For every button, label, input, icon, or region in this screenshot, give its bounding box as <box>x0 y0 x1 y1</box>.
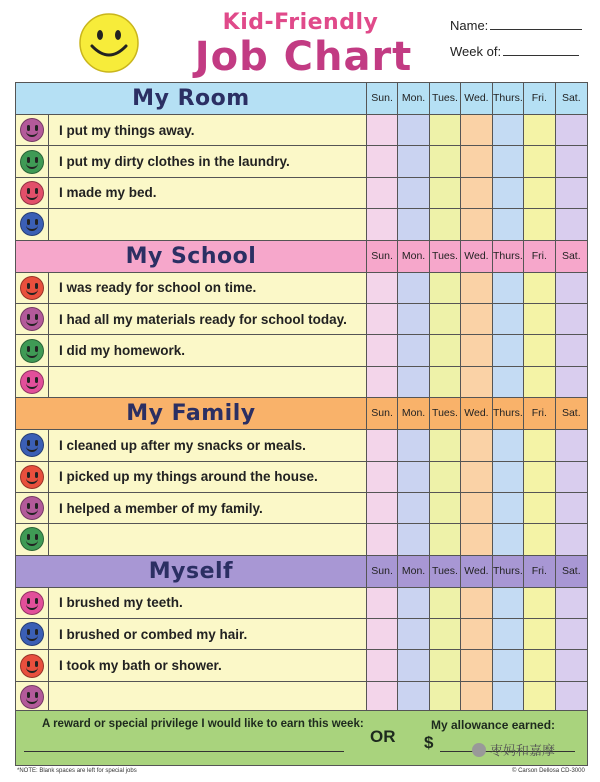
task-row <box>15 334 588 365</box>
day-checkbox-cell[interactable] <box>493 462 524 492</box>
footnote: *NOTE: Blank spaces are left for special jobs <box>17 768 137 774</box>
task-row <box>15 145 588 176</box>
task-row <box>15 208 588 239</box>
day-checkbox-cell[interactable] <box>524 146 555 176</box>
task-text: I took my bath or shower. <box>59 658 222 674</box>
day-checkbox-cell[interactable] <box>556 273 587 303</box>
day-checkbox-cell[interactable] <box>461 367 492 397</box>
day-checkbox-cell[interactable] <box>398 178 429 208</box>
week-of-label: Week of: <box>450 44 502 59</box>
day-checkbox-cell[interactable] <box>493 146 524 176</box>
day-checkbox-cell[interactable] <box>430 682 461 712</box>
task-cell <box>16 588 367 618</box>
day-checkbox-cell[interactable] <box>398 335 429 365</box>
day-checkbox-cell[interactable] <box>461 650 492 680</box>
day-checkbox-cell[interactable] <box>556 335 587 365</box>
day-checkbox-cell[interactable] <box>556 304 587 334</box>
smiley-face-icon <box>20 339 44 363</box>
day-checkbox-cell[interactable] <box>461 430 492 460</box>
day-checkbox-cell[interactable] <box>493 619 524 649</box>
day-checkbox-cell[interactable] <box>524 367 555 397</box>
title-kid-friendly: Kid-Friendly <box>222 10 379 35</box>
smiley-face-icon <box>20 527 44 551</box>
day-checkbox-cell[interactable] <box>493 524 524 554</box>
name-field[interactable] <box>450 18 582 33</box>
day-checkbox-cell[interactable] <box>556 650 587 680</box>
day-header: Tues. <box>430 398 461 429</box>
day-checkbox-cell[interactable] <box>556 524 587 554</box>
day-header: Mon. <box>398 398 429 429</box>
day-checkbox-cell[interactable] <box>398 209 429 239</box>
task-row <box>15 461 588 492</box>
task-text: I made my bed. <box>59 185 157 201</box>
smiley-face-icon <box>20 276 44 300</box>
day-header: Fri. <box>524 83 555 114</box>
day-checkbox-cell[interactable] <box>493 304 524 334</box>
day-checkbox-cell[interactable] <box>398 273 429 303</box>
day-checkbox-cell[interactable] <box>367 430 398 460</box>
task-row <box>15 429 588 460</box>
task-text: I put my dirty clothes in the laundry. <box>59 154 290 170</box>
smiley-face-icon <box>20 181 44 205</box>
day-checkbox-cell[interactable] <box>398 367 429 397</box>
day-checkbox-cell[interactable] <box>398 524 429 554</box>
day-checkbox-cell[interactable] <box>367 115 398 145</box>
task-row <box>15 587 588 618</box>
task-row <box>15 272 588 303</box>
day-checkbox-cell[interactable] <box>367 524 398 554</box>
day-header: Sat. <box>561 407 581 420</box>
day-checkbox-cell[interactable] <box>398 146 429 176</box>
watermark-text: 枣妈和嘉摩 <box>490 743 556 758</box>
day-header: Mon. <box>398 241 429 272</box>
day-header: Sat. <box>561 249 581 262</box>
day-checkbox-cell[interactable] <box>461 588 492 618</box>
day-checkbox-cell[interactable] <box>556 430 587 460</box>
task-cell <box>16 367 367 397</box>
day-checkbox-cell[interactable] <box>398 682 429 712</box>
day-checkbox-cell[interactable] <box>367 273 398 303</box>
smiley-face-icon <box>20 150 44 174</box>
day-checkbox-cell[interactable] <box>493 335 524 365</box>
day-header: Wed. <box>461 241 492 272</box>
day-checkbox-cell[interactable] <box>493 682 524 712</box>
task-text: I brushed my teeth. <box>59 595 183 611</box>
week-of-field[interactable] <box>450 44 579 59</box>
day-header: Mon. <box>398 83 429 114</box>
day-checkbox-cell[interactable] <box>461 115 492 145</box>
day-checkbox-cell[interactable] <box>493 273 524 303</box>
day-checkbox-cell[interactable] <box>367 178 398 208</box>
smiley-face-icon <box>20 118 44 142</box>
day-checkbox-cell[interactable] <box>398 462 429 492</box>
day-checkbox-cell[interactable] <box>430 588 461 618</box>
task-row <box>15 177 588 208</box>
task-cell <box>16 146 367 176</box>
day-checkbox-cell[interactable] <box>430 524 461 554</box>
day-checkbox-cell[interactable] <box>430 209 461 239</box>
section-title: My Room <box>16 83 367 114</box>
day-checkbox-cell[interactable] <box>398 619 429 649</box>
task-text: I did my homework. <box>59 343 186 359</box>
task-row <box>15 523 588 554</box>
day-checkbox-cell[interactable] <box>556 619 587 649</box>
day-checkbox-cell[interactable] <box>524 493 555 523</box>
dollar-sign: $ <box>424 733 434 752</box>
task-cell <box>16 462 367 492</box>
day-header: Wed. <box>461 398 492 429</box>
day-header: Thurs. <box>493 83 524 114</box>
day-header: Sun. <box>367 83 398 114</box>
day-header: Thurs. <box>493 398 524 429</box>
day-checkbox-cell[interactable] <box>524 178 555 208</box>
day-checkbox-cell[interactable] <box>493 115 524 145</box>
day-checkbox-cell[interactable] <box>461 178 492 208</box>
day-checkbox-cell[interactable] <box>556 493 587 523</box>
smiley-face-icon <box>20 591 44 615</box>
day-checkbox-cell[interactable] <box>556 682 587 712</box>
day-header: Wed. <box>461 83 492 114</box>
day-checkbox-cell[interactable] <box>430 430 461 460</box>
day-checkbox-cell[interactable] <box>556 178 587 208</box>
day-header: Wed. <box>461 556 492 587</box>
day-checkbox-cell[interactable] <box>461 524 492 554</box>
section-title: My School <box>16 241 367 272</box>
section-header <box>15 82 588 114</box>
smiley-face-icon <box>20 370 44 394</box>
day-header: Tues. <box>430 83 461 114</box>
day-checkbox-cell[interactable] <box>524 304 555 334</box>
title-job-chart: Job Chart <box>194 34 413 80</box>
copyright: © Carson Dellosa CD-3000 <box>512 768 585 774</box>
day-checkbox-cell[interactable] <box>524 115 555 145</box>
day-checkbox-cell[interactable] <box>367 493 398 523</box>
day-checkbox-cell[interactable] <box>556 115 587 145</box>
job-chart-grid <box>15 82 588 713</box>
day-checkbox-cell[interactable] <box>430 493 461 523</box>
task-cell <box>16 493 367 523</box>
section-title: My Family <box>16 398 367 429</box>
task-text: I brushed or combed my hair. <box>59 626 248 642</box>
task-row <box>15 681 588 712</box>
smiley-face-icon <box>20 496 44 520</box>
section-header <box>15 555 588 587</box>
day-checkbox-cell[interactable] <box>367 682 398 712</box>
wechat-icon <box>472 743 486 757</box>
header <box>0 0 600 84</box>
smiley-face-icon <box>20 622 44 646</box>
smiley-face-icon <box>20 685 44 709</box>
task-cell <box>16 335 367 365</box>
day-checkbox-cell[interactable] <box>524 619 555 649</box>
day-checkbox-cell[interactable] <box>430 304 461 334</box>
day-checkbox-cell[interactable] <box>524 209 555 239</box>
day-header: Mon. <box>398 556 429 587</box>
day-header: Fri. <box>524 241 555 272</box>
task-row <box>15 492 588 523</box>
day-checkbox-cell[interactable] <box>367 650 398 680</box>
reward-write-line[interactable] <box>24 751 344 752</box>
day-checkbox-cell[interactable] <box>524 430 555 460</box>
day-checkbox-cell[interactable] <box>461 209 492 239</box>
task-cell <box>16 524 367 554</box>
task-text: I helped a member of my family. <box>59 500 263 516</box>
day-checkbox-cell[interactable] <box>430 335 461 365</box>
day-checkbox-cell[interactable] <box>524 273 555 303</box>
day-header: Sat. <box>561 564 581 577</box>
task-text: I was ready for school on time. <box>59 280 257 296</box>
day-checkbox-cell[interactable] <box>493 430 524 460</box>
day-header: Fri. <box>524 556 555 587</box>
day-checkbox-cell[interactable] <box>367 335 398 365</box>
task-cell <box>16 430 367 460</box>
day-checkbox-cell[interactable] <box>398 115 429 145</box>
task-row <box>15 366 588 397</box>
day-checkbox-cell[interactable] <box>493 367 524 397</box>
task-text: I put my things away. <box>59 122 195 138</box>
task-cell <box>16 115 367 145</box>
day-checkbox-cell[interactable] <box>367 209 398 239</box>
day-checkbox-cell[interactable] <box>398 493 429 523</box>
task-row <box>15 649 588 680</box>
day-checkbox-cell[interactable] <box>556 588 587 618</box>
day-checkbox-cell[interactable] <box>398 588 429 618</box>
day-checkbox-cell[interactable] <box>461 462 492 492</box>
day-checkbox-cell[interactable] <box>367 588 398 618</box>
day-checkbox-cell[interactable] <box>461 304 492 334</box>
day-header: Sat. <box>561 92 581 104</box>
day-checkbox-cell[interactable] <box>367 367 398 397</box>
day-checkbox-cell[interactable] <box>524 524 555 554</box>
day-checkbox-cell[interactable] <box>430 273 461 303</box>
day-checkbox-cell[interactable] <box>398 650 429 680</box>
section-header <box>15 240 588 272</box>
day-checkbox-cell[interactable] <box>493 493 524 523</box>
day-checkbox-cell[interactable] <box>493 650 524 680</box>
day-checkbox-cell[interactable] <box>556 367 587 397</box>
day-checkbox-cell[interactable] <box>430 462 461 492</box>
day-checkbox-cell[interactable] <box>556 462 587 492</box>
day-checkbox-cell[interactable] <box>430 178 461 208</box>
day-checkbox-cell[interactable] <box>556 209 587 239</box>
reward-label: A reward or special privilege I would like to earn this week: <box>42 718 364 730</box>
task-row <box>15 618 588 649</box>
day-checkbox-cell[interactable] <box>367 619 398 649</box>
task-cell <box>16 619 367 649</box>
allowance-label: My allowance earned: <box>431 718 556 732</box>
day-checkbox-cell[interactable] <box>461 682 492 712</box>
smiley-face-icon <box>20 307 44 331</box>
day-header: Sun. <box>367 556 398 587</box>
day-checkbox-cell[interactable] <box>367 146 398 176</box>
smiley-face-icon <box>20 654 44 678</box>
task-text: I picked up my things around the house. <box>59 469 318 485</box>
day-checkbox-cell[interactable] <box>524 588 555 618</box>
day-checkbox-cell[interactable] <box>367 304 398 334</box>
task-cell <box>16 304 367 334</box>
day-checkbox-cell[interactable] <box>493 209 524 239</box>
day-checkbox-cell[interactable] <box>398 430 429 460</box>
task-cell <box>16 209 367 239</box>
task-cell <box>16 178 367 208</box>
day-header: Thurs. <box>493 556 524 587</box>
day-checkbox-cell[interactable] <box>430 650 461 680</box>
task-cell <box>16 682 367 712</box>
watermark <box>472 740 555 759</box>
day-checkbox-cell[interactable] <box>430 115 461 145</box>
task-cell <box>16 650 367 680</box>
day-checkbox-cell[interactable] <box>461 493 492 523</box>
smiley-face-icon <box>78 12 140 74</box>
task-cell <box>16 273 367 303</box>
day-checkbox-cell[interactable] <box>367 462 398 492</box>
day-checkbox-cell[interactable] <box>430 619 461 649</box>
task-row <box>15 114 588 145</box>
day-checkbox-cell[interactable] <box>524 462 555 492</box>
day-checkbox-cell[interactable] <box>524 335 555 365</box>
day-checkbox-cell[interactable] <box>461 619 492 649</box>
or-label: OR <box>370 727 396 746</box>
day-header: Tues. <box>430 241 461 272</box>
day-checkbox-cell[interactable] <box>524 650 555 680</box>
day-checkbox-cell[interactable] <box>430 146 461 176</box>
section-header <box>15 397 588 429</box>
day-checkbox-cell[interactable] <box>493 178 524 208</box>
task-text: I cleaned up after my snacks or meals. <box>59 437 306 453</box>
day-checkbox-cell[interactable] <box>430 367 461 397</box>
task-text: I had all my materials ready for school today. <box>59 311 347 327</box>
day-header: Fri. <box>524 398 555 429</box>
smiley-face-icon <box>20 465 44 489</box>
day-checkbox-cell[interactable] <box>398 304 429 334</box>
day-header: Thurs. <box>493 241 524 272</box>
day-header: Sun. <box>367 398 398 429</box>
smiley-face-icon <box>20 212 44 236</box>
day-header: Tues. <box>430 556 461 587</box>
day-header: Sun. <box>367 241 398 272</box>
day-checkbox-cell[interactable] <box>493 588 524 618</box>
day-checkbox-cell[interactable] <box>461 335 492 365</box>
name-label: Name: <box>450 18 489 33</box>
day-checkbox-cell[interactable] <box>461 146 492 176</box>
day-checkbox-cell[interactable] <box>461 273 492 303</box>
day-checkbox-cell[interactable] <box>524 682 555 712</box>
day-checkbox-cell[interactable] <box>556 146 587 176</box>
task-row <box>15 303 588 334</box>
section-title: Myself <box>16 556 367 587</box>
smiley-face-icon <box>20 433 44 457</box>
